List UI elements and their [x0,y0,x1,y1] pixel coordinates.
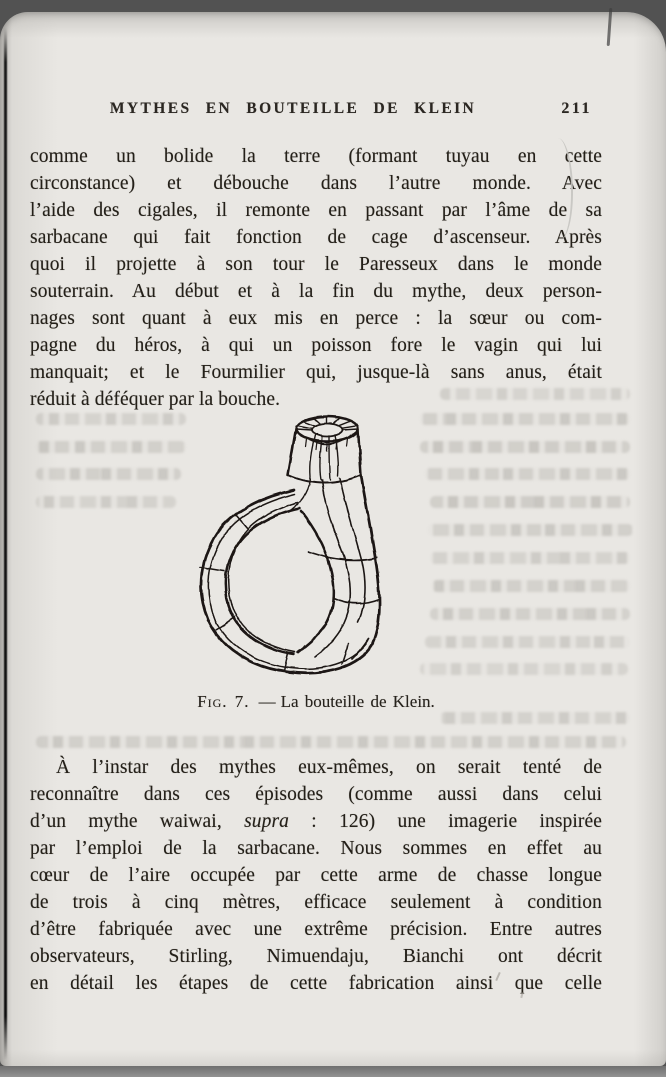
text-line: observateurs, Stirling, Nimuendaju, Bianchi ont décrit [30,946,602,967]
page-number: 211 [561,100,592,117]
bleedthrough-smudge [420,663,628,675]
text-line: nages sont quant à eux mis en perce : la sœur ou com- [30,308,602,329]
figure-caption-text: La bouteille de Klein. [280,692,435,711]
text-line: par l’emploi de la sarbacane. Nous sommes en effet au [30,838,602,859]
bleedthrough-smudge [432,580,630,592]
klein-bottle-drawing [184,412,416,684]
text-line: circonstance) et débouche dans l’autre monde. Avec [30,173,602,194]
bleedthrough-smudge [425,636,630,648]
text-line: d’un mythe waiwai, supra : 126) une imagerie inspirée [30,811,603,832]
bleedthrough-smudge [420,413,630,425]
bleedthrough-smudge [36,413,186,425]
paragraph-1 [30,143,602,413]
text-line: manquait; et le Fourmilier qui, jusque-là sans anus, était [30,362,602,383]
running-header [30,100,602,122]
bleedthrough-smudge [430,552,630,564]
bleedthrough-smudge [36,736,626,748]
text-line: souterrain. Au début et à la fin du mythe, deux person- [30,281,602,302]
bleedthrough-smudge [428,524,633,536]
text-line: comme un bolide la terre (formant tuyau en cette [30,146,602,167]
text-line: À l’instar des mythes eux-mêmes, on serait tenté de [56,757,602,778]
italic-word: supra [244,811,290,832]
bleedthrough-smudge [430,608,630,620]
header-title: MYTHES EN BOUTEILLE DE KLEIN [109,100,477,117]
bleedthrough-smudge [36,496,176,508]
book-gutter-crease [4,28,7,1060]
paragraph-2 [30,754,602,997]
text-line: réduit à déféquer par la bouche. [30,389,281,410]
text-line: pagne du héros, à qui un poisson fore le vagin qui lui [30,335,602,356]
text-line: sarbacane qui fait fonction de cage d’ascenseur. Après [30,227,602,248]
text-line: cœur de l’aire occupée par cette arme de chasse longue [30,865,602,886]
bleedthrough-smudge [425,468,630,480]
figure-caption [30,692,652,712]
text-line: en détail les étapes de cette fabrication ainsi que celle [30,973,602,994]
figure-caption-label: Fig. 7. [197,692,250,711]
text-line: quoi il projette à son tour le Paresseux dans le monde [30,254,602,275]
figure-klein-bottle [184,412,416,684]
figure-caption-dash: — [258,692,276,711]
scanner-background [0,1066,666,1077]
text-line: d’être fabriquée avec une extrême précision. Entre autres [30,919,602,940]
bleedthrough-smudge [430,496,630,508]
text-line: de trois à cinq mètres, efficace seulement à condition [30,892,602,913]
bleedthrough-smudge [36,468,181,480]
bleedthrough-smudge [36,441,186,453]
bleedthrough-smudge [440,712,630,724]
text-line: reconnaître dans ces épisodes (comme aussi dans celui [30,784,602,805]
bleedthrough-smudge [420,441,630,453]
text-line: l’aide des cigales, il remonte en passant par l’âme de sa [30,200,602,221]
